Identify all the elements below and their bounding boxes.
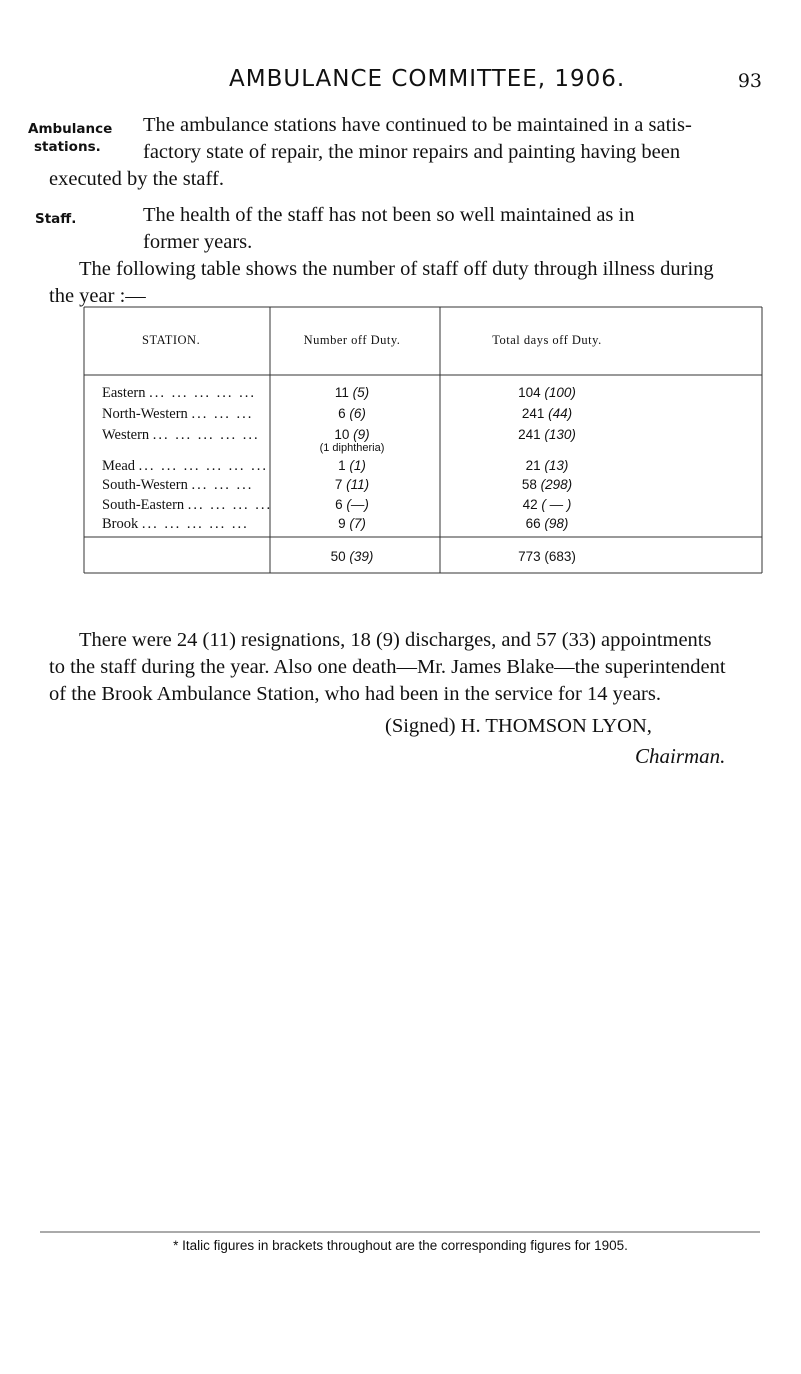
resignations-line1: There were 24 (11) resignations, 18 (9) discharges, and 57 (33) appointments	[79, 629, 712, 651]
side-note-ambulance-stations: Ambulance stations.	[28, 121, 113, 155]
table-row-station: Western ... ... ... ... ...	[102, 427, 260, 443]
total-off-duty-1905: (39)	[349, 549, 374, 564]
page-number: 93	[737, 70, 762, 92]
days-value: 66	[525, 516, 541, 531]
ambulance-stations-line2: factory state of repair, the minor repairs and painting having been	[143, 141, 681, 163]
table-row-days: 104 (100)	[518, 385, 576, 400]
total-days-1905: (683)	[544, 549, 576, 564]
days-1905: (98)	[544, 516, 569, 531]
footnote-rule	[40, 1230, 760, 1234]
off-duty-value: 9	[338, 516, 346, 531]
page-header	[0, 66, 801, 106]
signature-line: (Signed) H. THOMSON LYON,	[385, 715, 652, 737]
running-title: AMBULANCE COMMITTEE, 1906.	[229, 66, 626, 92]
table-row-off-duty: 11 (5)	[334, 385, 370, 400]
resignations-line3: of the Brook Ambulance Station, who had been in the service for 14 years.	[49, 683, 661, 705]
table-row-off-duty: 10 (9)	[334, 427, 370, 442]
footnote: * Italic figures in brackets throughout are the corresponding figures for 1905.	[173, 1238, 628, 1253]
staff-line1: The health of the staff has not been so well maintained as in	[143, 204, 635, 226]
intro-line1: The following table shows the number of staff off duty through illness during	[79, 258, 714, 280]
table-row-days: 241 (130)	[518, 427, 576, 442]
table-row-days: 241 (44)	[521, 406, 573, 421]
table-row-note: (1 diphtheria)	[319, 442, 385, 454]
table-row-station: North-Western ... ... ...	[102, 406, 254, 422]
total-days: 773	[518, 549, 541, 564]
intro-line2: the year :—	[49, 285, 146, 307]
station-name: Brook	[102, 516, 139, 532]
ambulance-stations-line3: executed by the staff.	[49, 168, 224, 190]
header-total-days-off-duty: Total days off Duty.	[492, 333, 602, 347]
table-row-station: Mead ... ... ... ... ... ...	[102, 458, 269, 474]
side-note-staff: Staff.	[35, 211, 77, 227]
table-row-station: South-Eastern ... ... ... ...	[102, 497, 273, 513]
resignations-line2: to the staff during the year. Also one death—Mr. James Blake—the superintendent	[49, 656, 726, 678]
table-row-days: 42 ( — )	[522, 497, 572, 512]
table-row-days: 21 (13)	[525, 458, 569, 473]
signature-title: Chairman.	[635, 744, 726, 768]
leader-dots: ... ... ... ... ...	[141, 516, 249, 532]
total-off-duty: 50	[330, 549, 346, 564]
table-brook-and-totals	[82, 305, 764, 605]
table-row-off-duty: 7 (11)	[334, 477, 370, 492]
table-row-off-duty: 1 (1)	[338, 458, 366, 473]
header-station: STATION.	[142, 333, 201, 347]
header-number-off-duty: Number off Duty.	[303, 333, 401, 347]
table-row-days: 58 (298)	[521, 477, 573, 492]
table-row-station: South-Western ... ... ...	[102, 477, 254, 493]
off-duty-1905: (7)	[349, 516, 366, 531]
table-row-off-duty: 6 (—)	[335, 497, 369, 512]
table-row-off-duty: 6 (6)	[338, 406, 366, 421]
staff-line2: former years.	[143, 231, 253, 253]
table-row-station: Eastern ... ... ... ... ...	[102, 385, 256, 401]
ambulance-stations-line1: The ambulance stations have continued to be maintained in a satis-	[143, 114, 692, 136]
